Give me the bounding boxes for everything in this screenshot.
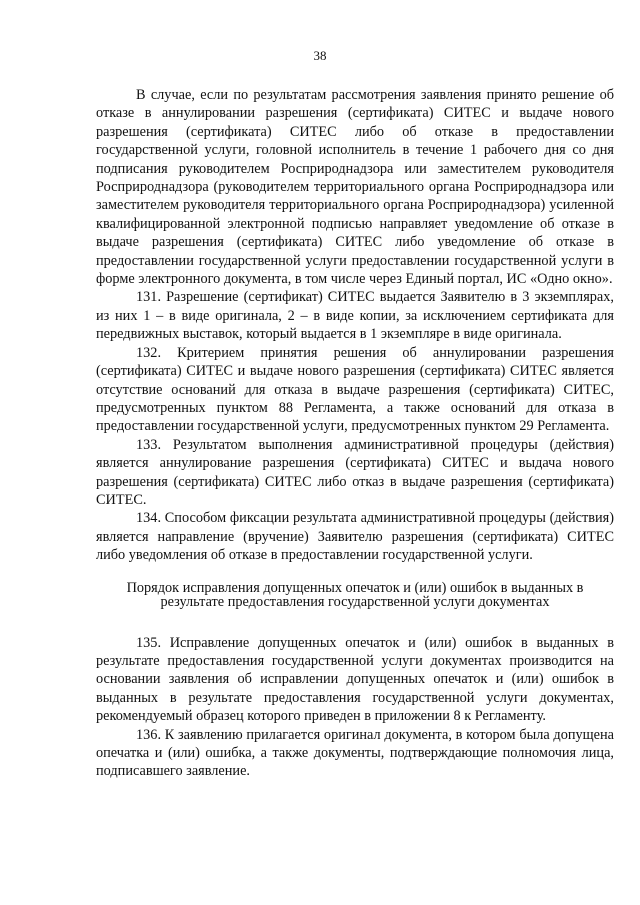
spacer — [96, 565, 614, 581]
paragraph-131: 131. Разрешение (сертификат) СИТЕС выдается Заявителю в 3 экземплярах, из них 1 – в виде оригинала, 2 – в виде копии, за исключением сертификата для передвижных выставок, который выдается в 1 экземпляре в виде оригинала. — [96, 289, 614, 343]
paragraph-133: 133. Результатом выполнения административной процедуры (действия) является аннулирование разрешения (сертификата) СИТЕС и выдача нового разрешения (сертификата) СИТЕС либо отказ в выдаче разрешения (сертификата) СИТЕС. — [96, 436, 614, 508]
paragraph-132: 132. Критерием принятия решения об аннулировании разрешения (сертификата) СИТЕС и выдаче нового разрешения (сертификата) СИТЕС является отсутствие оснований для отказа в выдаче разрешения (сертификата) СИТЕС, предусмотренных пунктом 88 Регламента, а также оснований для отказа в предоставлении государственной услуги, предусмотренных пунктом 29 Регламента. — [96, 344, 614, 435]
section-heading: Порядок исправления допущенных опечаток и (или) ошибок в выданных в результате предоставления государственной услуги документах — [126, 579, 584, 611]
page-number: 38 — [313, 48, 327, 63]
paragraph-136: 136. К заявлению прилагается оригинал документа, в котором была допущена опечатка и (или) ошибка, а также документы, подтверждающие полномочия лица, подписавшего заявление. — [96, 726, 614, 780]
page-content — [96, 86, 614, 781]
paragraph-135: 135. Исправление допущенных опечаток и (или) ошибок в выданных в результате предоставления государственной услуги документах производится на основании заявления об исправлении допущенных опечаток и (или) ошибок в выданных в результате предоставления государственной услуги документах, рекомендуемый образец которого приведен в приложении 8 к Регламенту. — [96, 634, 614, 725]
paragraph-refusal-notice: В случае, если по результатам рассмотрения заявления принято решение об отказе в аннулировании разрешения (сертификата) СИТЕС и выдаче нового разрешения (сертификата) СИТЕС либо об отказе в предоставлении государственной услуги, головной исполнитель в течение 1 рабочего дня со дня подписания руководителем Росприроднадзора или заместителем руководителя Росприроднадзора (руководителем территориального органа Росприроднадзора или заместителем руководителя территориального органа Росприроднадзора) усиленной квалифицированной электронной подписью направляет уведомление об отказе в выдаче разрешения (сертификата) СИТЕС либо уведомление об отказе в предоставлении государственной услуги предоставлении государственной услуги в форме электронного документа, в том числе через Единый портал, ИС «Одно окно». — [96, 87, 614, 288]
paragraph-134: 134. Способом фиксации результата административной процедуры (действия) является направление (вручение) Заявителю разрешения (сертификата) СИТЕС либо уведомления об отказе в предоставлении государственной услуги. — [96, 510, 614, 564]
spacer — [96, 610, 614, 634]
